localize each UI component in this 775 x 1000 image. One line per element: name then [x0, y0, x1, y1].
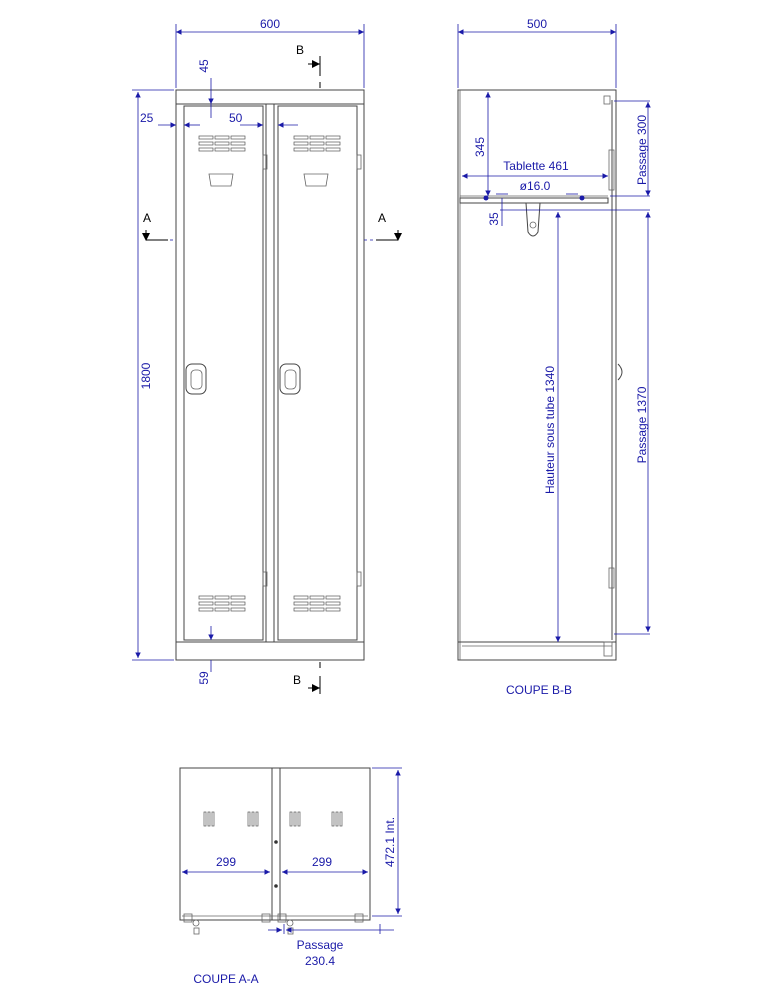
- section-marker-b-bottom: [293, 662, 320, 694]
- dim-right-width-label: 299: [311, 855, 333, 869]
- dim-passage-label-line1: Passage: [296, 938, 344, 952]
- svg-text:B: B: [293, 673, 302, 687]
- cabinet-outline: [176, 90, 364, 660]
- dim-shelf-height-label: 345: [473, 136, 487, 158]
- section-bb-view: [458, 17, 650, 697]
- vents-top-left: [199, 136, 245, 151]
- svg-text:A: A: [143, 211, 152, 225]
- side-cabinet-outline: [458, 90, 616, 660]
- plan-outline: [180, 768, 370, 920]
- front-view: [132, 17, 402, 694]
- vents-top-right: [294, 136, 340, 151]
- side-handle: [618, 364, 622, 380]
- section-aa-view: [180, 768, 402, 986]
- vents-bottom-left: [199, 596, 245, 611]
- dim-tube-height-label: Hauteur sous tube 1340: [543, 365, 557, 495]
- dim-depth-label: 500: [526, 17, 548, 31]
- handle-right: [280, 364, 300, 394]
- label-holder-right: [304, 174, 328, 186]
- dim-width-label: 600: [259, 17, 281, 31]
- hinge-top-right: [357, 155, 361, 169]
- dim-plan-depth-label: 472.1 Int.: [383, 816, 397, 868]
- section-aa-caption: COUPE A-A: [193, 972, 259, 986]
- hinge-bottom-right: [357, 572, 361, 586]
- tube-label: ø16.0: [519, 179, 551, 193]
- dim-top-gap-label: 45: [197, 59, 211, 73]
- svg-text:A: A: [378, 211, 387, 225]
- dim-door-gap-label: 50: [229, 111, 243, 125]
- label-holder-left: [209, 174, 233, 186]
- dim-side-label: 25: [140, 111, 154, 125]
- coat-hook: [526, 203, 540, 236]
- dim-left-width-label: 299: [215, 855, 237, 869]
- dim-height-label: 1800: [139, 362, 153, 390]
- section-bb-caption: COUPE B-B: [505, 683, 573, 697]
- section-marker-a-right: [364, 211, 402, 241]
- shelf-label: Tablette 461: [503, 159, 569, 173]
- svg-text:B: B: [296, 43, 305, 57]
- dim-passage-label-line2: 230.4: [304, 954, 336, 968]
- handle-left: [186, 364, 206, 394]
- dim-passage-top-label: Passage 300: [635, 114, 649, 186]
- plan-hinges: [184, 914, 363, 934]
- dim-tube-offset-label: 35: [487, 212, 501, 226]
- dim-passage-main-label: Passage 1370: [635, 386, 649, 464]
- section-marker-a-left: [142, 211, 176, 241]
- vents-bottom-right: [294, 596, 340, 611]
- plan-vents: [204, 812, 342, 826]
- dim-bottom-label: 59: [197, 671, 211, 685]
- shelf: [460, 198, 608, 203]
- section-marker-b-top: [296, 43, 320, 88]
